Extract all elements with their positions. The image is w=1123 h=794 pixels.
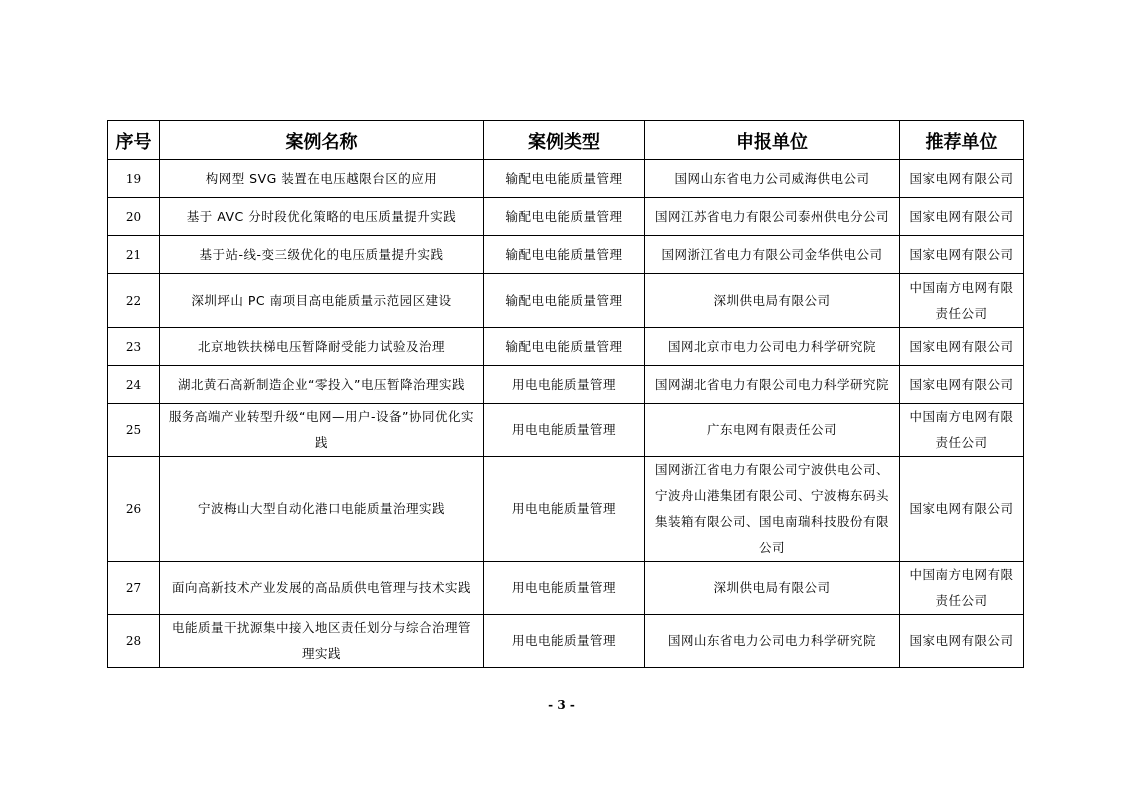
case-name: 湖北黄石高新制造企业“零投入”电压暂降治理实践 xyxy=(160,366,484,404)
case-name: 基于站-线-变三级优化的电压质量提升实践 xyxy=(160,236,484,274)
table-row xyxy=(108,198,1024,236)
case-type: 输配电电能质量管理 xyxy=(484,160,645,198)
recommender-unit: 国家电网有限公司 xyxy=(900,160,1024,198)
table-row xyxy=(108,457,1024,562)
header-no: 序号 xyxy=(108,121,160,160)
row-number: 23 xyxy=(108,328,160,366)
row-number: 22 xyxy=(108,274,160,328)
row-number: 19 xyxy=(108,160,160,198)
case-table xyxy=(107,120,1024,668)
case-name: 面向高新技术产业发展的高品质供电管理与技术实践 xyxy=(160,562,484,615)
case-name: 宁波梅山大型自动化港口电能质量治理实践 xyxy=(160,457,484,562)
recommender-unit: 中国南方电网有限责任公司 xyxy=(900,274,1024,328)
table-header-row xyxy=(108,121,1024,160)
table-row xyxy=(108,160,1024,198)
recommender-unit: 国家电网有限公司 xyxy=(900,198,1024,236)
row-number: 27 xyxy=(108,562,160,615)
page-number: - 3 - xyxy=(548,698,575,712)
case-name: 基于 AVC 分时段优化策略的电压质量提升实践 xyxy=(160,198,484,236)
case-type: 用电电能质量管理 xyxy=(484,366,645,404)
case-type: 用电电能质量管理 xyxy=(484,457,645,562)
header-case-type: 案例类型 xyxy=(484,121,645,160)
table-row xyxy=(108,366,1024,404)
recommender-unit: 国家电网有限公司 xyxy=(900,366,1024,404)
recommender-unit: 中国南方电网有限责任公司 xyxy=(900,404,1024,457)
table-row xyxy=(108,236,1024,274)
case-type: 用电电能质量管理 xyxy=(484,562,645,615)
header-recommender: 推荐单位 xyxy=(900,121,1024,160)
applicant-unit: 国网江苏省电力有限公司泰州供电分公司 xyxy=(645,198,900,236)
case-type: 输配电电能质量管理 xyxy=(484,274,645,328)
table-row xyxy=(108,562,1024,615)
case-name: 构网型 SVG 装置在电压越限台区的应用 xyxy=(160,160,484,198)
recommender-unit: 国家电网有限公司 xyxy=(900,615,1024,668)
applicant-unit: 广东电网有限责任公司 xyxy=(645,404,900,457)
table-row xyxy=(108,328,1024,366)
table-row xyxy=(108,404,1024,457)
case-type: 用电电能质量管理 xyxy=(484,404,645,457)
case-type: 输配电电能质量管理 xyxy=(484,236,645,274)
recommender-unit: 国家电网有限公司 xyxy=(900,236,1024,274)
applicant-unit: 国网山东省电力公司威海供电公司 xyxy=(645,160,900,198)
row-number: 25 xyxy=(108,404,160,457)
case-name: 深圳坪山 PC 南项目高电能质量示范园区建设 xyxy=(160,274,484,328)
applicant-unit: 国网浙江省电力有限公司金华供电公司 xyxy=(645,236,900,274)
applicant-unit: 国网北京市电力公司电力科学研究院 xyxy=(645,328,900,366)
case-type: 输配电电能质量管理 xyxy=(484,198,645,236)
table-row xyxy=(108,615,1024,668)
header-case-name: 案例名称 xyxy=(160,121,484,160)
case-type: 输配电电能质量管理 xyxy=(484,328,645,366)
case-name: 北京地铁扶梯电压暂降耐受能力试验及治理 xyxy=(160,328,484,366)
row-number: 26 xyxy=(108,457,160,562)
recommender-unit: 国家电网有限公司 xyxy=(900,328,1024,366)
header-applicant: 申报单位 xyxy=(645,121,900,160)
case-type: 用电电能质量管理 xyxy=(484,615,645,668)
table-row xyxy=(108,274,1024,328)
applicant-unit: 国网浙江省电力有限公司宁波供电公司、宁波舟山港集团有限公司、宁波梅东码头集装箱有限公司、国电南瑞科技股份有限公司 xyxy=(645,457,900,562)
row-number: 21 xyxy=(108,236,160,274)
recommender-unit: 中国南方电网有限责任公司 xyxy=(900,562,1024,615)
row-number: 24 xyxy=(108,366,160,404)
recommender-unit: 国家电网有限公司 xyxy=(900,457,1024,562)
applicant-unit: 深圳供电局有限公司 xyxy=(645,274,900,328)
row-number: 28 xyxy=(108,615,160,668)
applicant-unit: 深圳供电局有限公司 xyxy=(645,562,900,615)
case-name: 服务高端产业转型升级“电网—用户-设备”协同优化实践 xyxy=(160,404,484,457)
applicant-unit: 国网山东省电力公司电力科学研究院 xyxy=(645,615,900,668)
applicant-unit: 国网湖北省电力有限公司电力科学研究院 xyxy=(645,366,900,404)
case-name: 电能质量干扰源集中接入地区责任划分与综合治理管理实践 xyxy=(160,615,484,668)
row-number: 20 xyxy=(108,198,160,236)
